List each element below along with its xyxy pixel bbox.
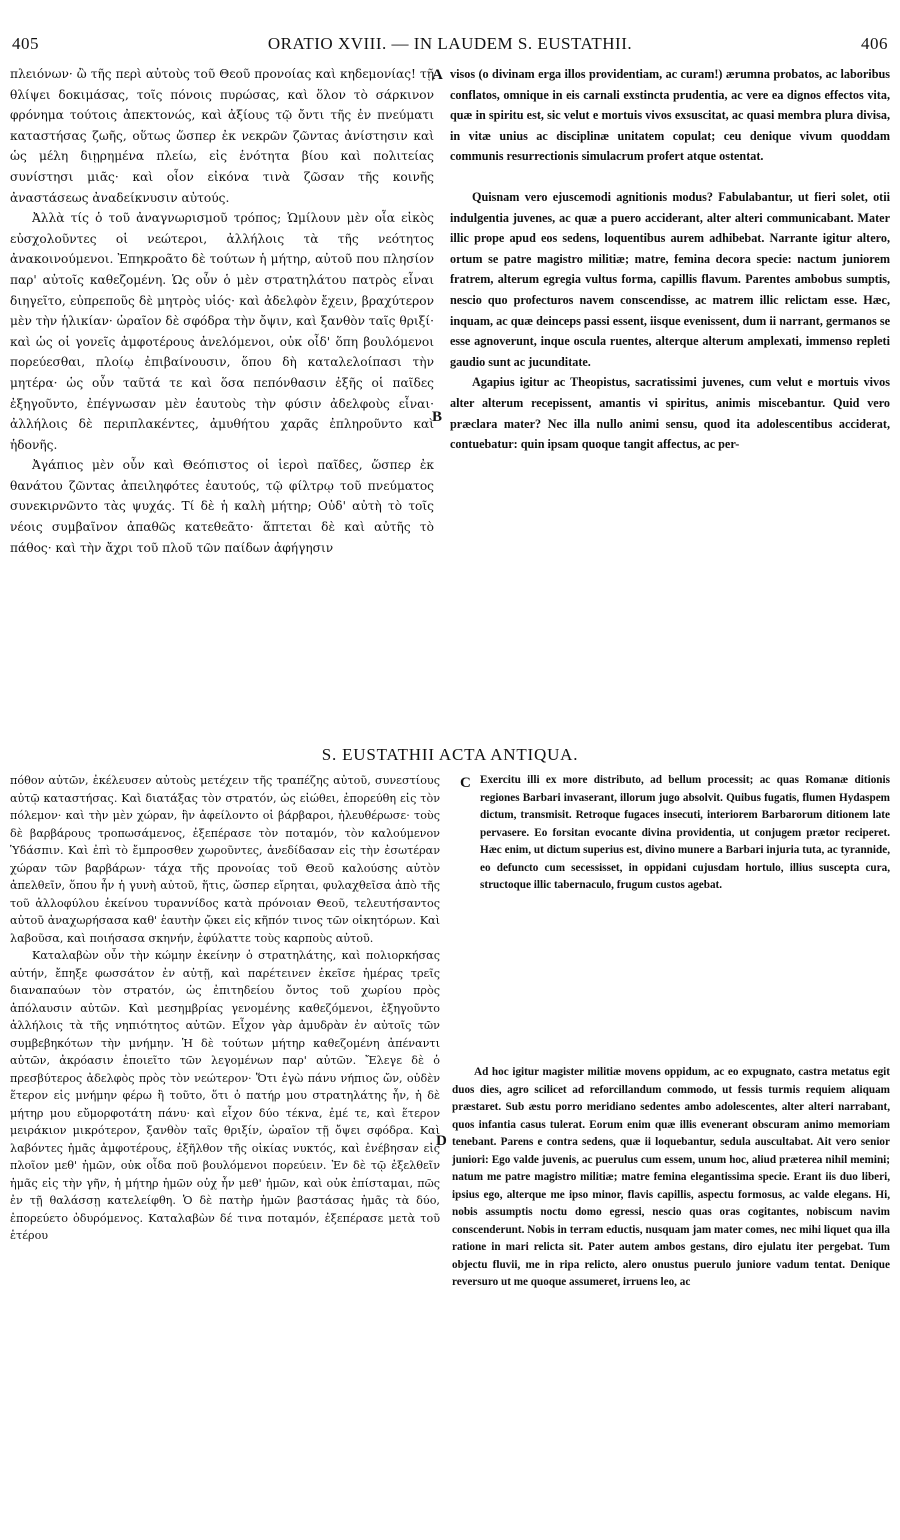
latin-paragraph: Exercitu illi ex more distributo, ad bellum processit; ac quas Romanæ ditionis regiones Barbari invaserant, illorum jugo absolvit. Quibus fugatis, flumen Hydaspem dictum, transmisit. Retroque fugaces insecuti, interiorem Barbarorum ditionem late pervasere. Eo forsitan evocante divina providentia, ut conjugem prætor reciperet. Hæc enim, ut dictum superius est, divino munere a Barbari injuria tuta, ac tyrannide, eo defuncto cum secessisset, in oppidani cujusdam hortulo, illius suscepta cura, structoque illic tabernaculo, frugum custos agebat. — [480, 774, 890, 891]
latin-paragraph: visos (o divinam erga illos providentiam, ac curam!) ærumna probatos, ac laboribus conflatos, omnique in eis carnali exstincta prudentia, ac vere ea dignos effectos vita, quæ in spiritu est, sic velut e mortuis vivos exsuscitat, ac quasi membra plura divisa, in vitæ unius ac disciplinæ unitatem copulat; ceu denique vivum quoddam communis resurrectionis simulacrum profert atque ostentat. — [450, 67, 890, 164]
section-title: S. EUSTATHII ACTA ANTIQUA. — [321, 745, 579, 764]
latin-column-bottom-continued — [452, 1064, 890, 1292]
latin-paragraph: Quisnam vero ejuscemodi agnitionis modus? Fabulabantur, ut fieri solet, otii indulgentia juvenes, ac quæ a puero acciderant, alter alteri communicabant. Mater illic prope apud eos sedens, loquentibus aurem adhibebat. Narrante igitur altero, ortum se patre magistro militiæ; matre, femina decora specie: nactum juniorem fratrem, alterum egregia vultus forma, capillis flavum. Parentes ambobus sumptis, nescio quo profecturos navem conscendisse, ac matrem illic relictam esse. Hæc, inquam, ac quæ deinceps passi essent, iisque evenissent, dum ii narrant, germanos se esse agnoverunt, inque oscula ruentes, alterque alterum amplexati, immenso repleti gaudio sunt ac jucunditate. — [450, 189, 890, 369]
right-page-number: 406 — [861, 34, 888, 53]
greek-paragraph: Καταλαβὼν οὖν τὴν κώμην ἐκείνην ὁ στρατηλάτης, καὶ πολιορκήσας αὐτήν, ἔπηξε φωσσάτον ἐν αὐτῇ, καὶ παρέτεινεν ἐκεῖσε ἡμέρας τρεῖς διαναπαύων τὸν στρατόν, ὡς ἐπιτηδείου ὄντος τοῦ χωρίου πρὸς ἀπόλαυσιν αὐτῶν. Καὶ μεσημβρίας γενομένης καθεζόμενοι, ἐξηγοῦντο ἀλλήλοις τὰ τῆς νηπιότητος αὐτῶν. Εἶχον γὰρ ἀμυδρὰν ἐν αὐτοῖς τῶν συμβεβηκότων τὴν μνήμην. Ἡ δὲ τούτων μήτηρ καθεζομένη ἀπέναντι αὐτῶν, ἀκρόασιν ἐποιεῖτο τῶν λεγομένων παρ' αὐτῶν. Ἔλεγε δὲ ὁ πρεσβύτερος ἀδελφὸς πρὸς τὸν νεώτερον· Ὅτι ἐγὼ πάνυ νήπιος ὤν, οὐδὲν ἕτερον εἰς μνήμην φέρω ἢ τοῦτο, ὅτι ὁ πατήρ μου στρατηλάτης ἦν, ἡ δὲ μήτηρ μου εὔμορφοτάτη πάνυ· καὶ εἶχον δύο τέκνα, ἐμέ τε, καὶ ἕτερον μειράκιον μικρότερον, ξανθὸν ταῖς θριξίν, ὡραῖον τῇ ὄψει σφόδρα. Καὶ λαβόντες ἡμᾶς ἀμφοτέρους, ἐξῆλθον τῆς οἰκίας νυκτός, καὶ ἐνέβησαν εἰς πλοῖον μεθ' ἡμῶν, οὐκ οἶδα ποῦ βουλόμενοι πορεύειν. Ἐν δὲ τῷ ἐξελθεῖν ἡμᾶς εἰς τὴν γῆν, ἡ μήτηρ ἡμῶν οὐχ ἦν μεθ' ἡμῶν, καὶ οὐκ ἐπίσταμαι, πῶς ἐν τῇ θαλάσσῃ κατελείφθη. Ὁ δὲ πατὴρ ἡμῶν βαστάσας ἡμᾶς τὰ δύο, ἐπορεύετο ὀδυρόμενος. Καταλαβὼν δέ τινα ποταμόν, ἐξεπέρασε μετὰ τοῦ ἑτέρου — [10, 949, 440, 1242]
latin-column-bottom — [480, 772, 890, 895]
greek-column-bottom — [10, 772, 440, 1245]
latin-paragraph: Agapius igitur ac Theopistus, sacratissimi juvenes, cum velut e mortuis vivos alter alterum recepissent, amantis vi spiritus, animis miscebantur. Quid vero præclara mater? Nec illa nullo animi sensu, quod ita adolescentibus acciderat, contuebatur: quin ipsam quoque tangit affectus, ac per- — [450, 375, 890, 452]
greek-column-top — [10, 64, 434, 558]
latin-column-top — [450, 64, 890, 455]
margin-marker-a: A — [432, 67, 443, 83]
greek-paragraph: πόθον αὐτῶν, ἐκέλευσεν αὐτοὺς μετέχειν τῆς τραπέζης αὐτοῦ, συνεστίους αὐτῷ καταστήσας. Καὶ διατάξας τὸν στρατόν, ὡς εἰώθει, ἐπορεύθη εἰς τὸν πόλεμον· καὶ τὴν μὲν χώραν, ἣν ἀφείλοντο οἱ βάρβαροι, ἠλευθέρωσε· τοὺς δὲ βαρβάρους τροπωσάμενος, ἐξεπέρασε τὸν ποταμόν, τὸν καλούμενον Ὑδάσπιν. Καὶ ἐπὶ τὸ ἔμπροσθεν χωροῦντες, ἀνεδίδασαν εἰς τὴν ἐσωτέραν χώραν τῶν βαρβάρων· τάχα τῆς προνοίας τοῦ Θεοῦ καλούσης αὐτὸν ἀπελθεῖν, ὅπου ἦν ἡ γυνὴ αὐτοῦ, ἥτις, ὥσπερ εἴρηται, φυλαχθεῖσα ἀπὸ τῆς τοῦ ἀλλοφύλου ἐκείνου τυραννίδος κατὰ πρόνοιαν Θεοῦ, τελευτήσαντος αὐτοῦ ἀναχωρήσασα καθ' ἑαυτὴν ᾤκει εἰς κῆπόν τινος τῶν οἰκητόρων. Καὶ λαβοῦσα, καὶ ποιήσασα σκηνήν, ἐφύλαττε τοὺς καρποὺς αὐτοῦ. — [10, 774, 440, 945]
latin-paragraph: Ad hoc igitur magister militiæ movens oppidum, ac eo expugnato, castra metatus egit duos dies, agro scilicet ad reforcillandum commodo, ut fessis turmis requiem aliquam præstaret. Sub æstu porro meridiano sedentes ambo adolescentes, alter alteri narrabant, quos infantia casus tulerat. Eorum enim quæ illis evenerant obscuram animo memoriam tenebant. Parens e contra sedens, quæ ii loquebantur, sedula auscultabat. Ait vero senior juniori: Ego valde juvenis, ac puerulus cum essem, unum hoc, aliud præterea nihil memini; natum me patre magistro militiæ; matre femina elegantissima specie. Erant iis duo liberi, ipsius ego, alterque me ipso minor, flavis capillis, aspectu formosus, ac valde elegans. Hi, nobis assumptis noctu domo egressi, nescio quas oras cogitantes, nobiscum navim conscenderunt. Nobis in terram eductis, nusquam jam mater comes, nec mihi liquet qua illa ratione in mari relicta sit. Pater autem ambos gestans, diro ejulatu iter pergebat. Tum objectu fluvii, me in ripa relicto, alero onustus puerulo juniore vadum tentat. Denique reversuro ut me quoque assumeret, irruens leo, ac — [452, 1066, 890, 1288]
margin-marker-c: C — [460, 775, 471, 791]
greek-paragraph: Ἀλλὰ τίς ὁ τοῦ ἀναγνωρισμοῦ τρόπος; Ὡμίλουν μὲν οἷα εἰκὸς εὐσχολοῦντες οἱ νεώτεροι, ἀλλήλοις τὰ τῆς νεότητος ἀνακοινούμενοι. Ἐπηκροᾶτο δὲ τούτων ἡ μήτηρ, αὐτοῦ που πλησίον παρ' αὐτοῖς καθεζομένη. Ὡς οὖν ὁ μὲν στρατηλάτου πατρὸς εἶναι διηγεῖτο, εὐπρεποῦς δὲ μητρὸς υἱός· καὶ ἀδελφὸν ἔχειν, βραχύτερον μὲν τὴν ἡλικίαν· ὡραῖον δὲ σφόδρα τὴν ὄψιν, καὶ ξανθὸν ταῖς θριξί· καὶ ὡς οἱ γονεῖς ἀμφοτέρους ἀνελόμενοι, οὐκ οἶδ' ὅπη βουλόμενοι πορεύεσθαι, πλοίῳ ἐπιβαίνουσιν, ὅπου δὴ καταλελοίπασι τὴν μητέρα· ὡς οὖν ταῦτά τε καὶ ὅσα πεπόνθασιν ἐξῆς οἱ παῖδες ἐξηγοῦντο, ἐπέγνωσαν μὲν ἑαυτοὺς τὴν φύσιν ἀδελφοὺς εἶναι· ἀλλήλοις δὲ περιπλακέντες, ἀμυθήτου χαρᾶς ἐπληροῦντο καὶ ἡδονῆς. — [10, 211, 435, 452]
margin-marker-b: B — [432, 409, 443, 425]
left-page-number: 405 — [12, 34, 39, 53]
greek-paragraph: Ἀγάπιος μὲν οὖν καὶ Θεόπιστος οἱ ἱεροὶ παῖδες, ὥσπερ ἐκ θανάτου ζῶντας ἀπειληφότες ἑαυτούς, τῷ φίλτρῳ τοῦ πνεύματος συνεκιρνῶντο τὰς ψυχάς. Τί δὲ ἡ καλὴ μήτηρ; Οὐδ' αὐτὴ τὸ τοῖς νέοις συμβαῖνον ἀπαθῶς κατεθεᾶτο· ἅπτεται δὲ καὶ αὐτῆς τὸ πάθος· καὶ τὴν ἄχρι τοῦ πλοῦ τῶν παίδων ἀφήγησιν — [10, 458, 434, 555]
greek-paragraph: πλειόνων· ὢ τῆς περὶ αὐτοὺς τοῦ Θεοῦ προνοίας καὶ κηδεμονίας! τῇ θλίψει δοκιμάσας, τοῖς πόνοις πυρώσας, καὶ ὅλον τὸ σάρκινον φρόνημα τούτοις ἀπεκτονώς, καὶ ἀξίους τῷ ὄντι τῆς ἐν πνεύματι καταστήσας ζωῆς, οὕτως ὥσπερ ἐκ νεκρῶν ζῶντας ἀνίστησιν καὶ ὡς μέλη διῃρημένα πλείω, εἰς ἑνότητα βίου καὶ πολιτείας συνίστησι μιᾶς· καὶ οἷον εἰκόνα τινὰ ζῶσαν τῆς κοινῆς ἀναστάσεως ἀναδείκνυσιν αὐτούς. — [10, 67, 434, 205]
margin-marker-d: D — [436, 1133, 447, 1149]
running-header-title: ORATIO XVIII. — IN LAUDEM S. EUSTATHII. — [267, 34, 633, 53]
